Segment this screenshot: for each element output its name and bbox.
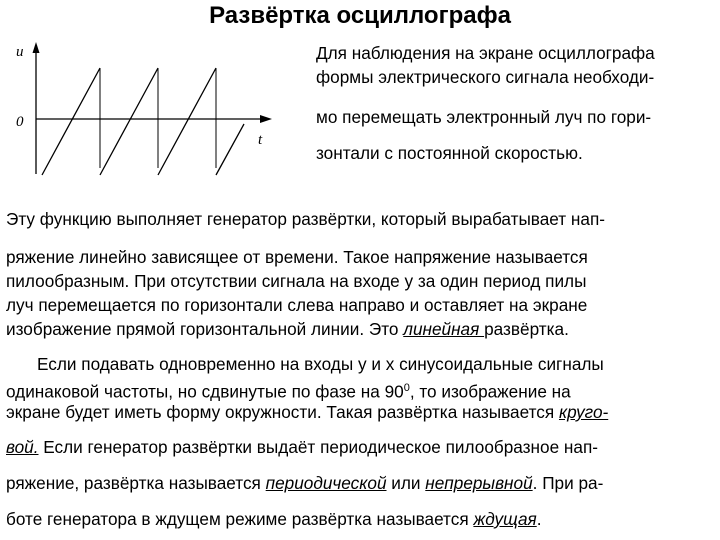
text-segment: Если генератор развёртки выдаёт периодическое пилообразное нап-	[38, 437, 598, 457]
paragraph2-line	[6, 509, 542, 529]
sawtooth-ramp	[42, 68, 100, 175]
paragraph2-line	[6, 402, 608, 422]
degree-superscript: 0	[403, 382, 410, 394]
text-segment: боте генератора в ждущем режиме развёртка называется	[6, 509, 474, 529]
sawtooth-ramp	[100, 68, 158, 175]
text-segment: или	[386, 473, 426, 493]
x-axis-label: t	[258, 132, 263, 148]
sawtooth-figure	[0, 38, 300, 178]
sawtooth-ramp	[158, 68, 216, 175]
paragraph2-line	[6, 437, 598, 457]
sawtooth-ramp	[216, 124, 244, 175]
origin-label: 0	[16, 114, 24, 130]
intro-line: Для наблюдения на экране осциллографа	[316, 43, 655, 63]
text-segment: . При ра-	[532, 473, 604, 493]
x-axis-arrow	[260, 115, 272, 123]
term-periodic: периодической	[265, 473, 387, 493]
paragraph1-line: луч перемещается по горизонтали слева направо и оставляет на экране	[6, 295, 588, 315]
paragraph1-line: ряжение линейно зависящее от времени. Такое напряжение называется	[6, 247, 588, 267]
y-axis-arrow	[33, 42, 40, 53]
paragraph2-line	[6, 473, 603, 493]
paragraph2-line	[6, 378, 571, 402]
text-segment: изображение прямой горизонтальной линии. Это	[6, 319, 404, 339]
term-circular-end: вой.	[6, 437, 39, 457]
term-linear: линейная	[403, 319, 485, 339]
text-segment: ряжение, развёртка называется	[6, 473, 266, 493]
intro-line: мо перемещать электронный луч по гори-	[316, 107, 652, 127]
page-title: Развёртка осциллографа	[209, 2, 511, 29]
term-continuous: непрерывной	[425, 473, 533, 493]
y-axis-label: u	[16, 44, 24, 60]
term-circular: круго-	[558, 402, 609, 422]
paragraph1-line: пилообразным. При отсутствии сигнала на входе y за один период пилы	[6, 271, 587, 291]
text-segment: экране будет иметь форму окружности. Такая развёртка называется	[6, 402, 559, 422]
intro-line: формы электрического сигнала необходи-	[316, 67, 655, 87]
text-segment: одинаковой частоты, но сдвинутые по фазе на 90	[6, 381, 404, 402]
text-segment: развёртка.	[484, 319, 569, 339]
text-segment: .	[536, 509, 542, 529]
paragraph1-line: Эту функцию выполняет генератор развёртки, который вырабатывает нап-	[6, 209, 606, 229]
text-segment: , то изображение на	[409, 381, 571, 402]
intro-line: зонтали с постоянной скоростью.	[316, 143, 583, 163]
paragraph2-line: Если подавать одновременно на входы y и x синусоидальные сигналы	[37, 354, 604, 374]
term-waiting: ждущая	[473, 509, 537, 529]
paragraph1-line	[6, 319, 569, 339]
